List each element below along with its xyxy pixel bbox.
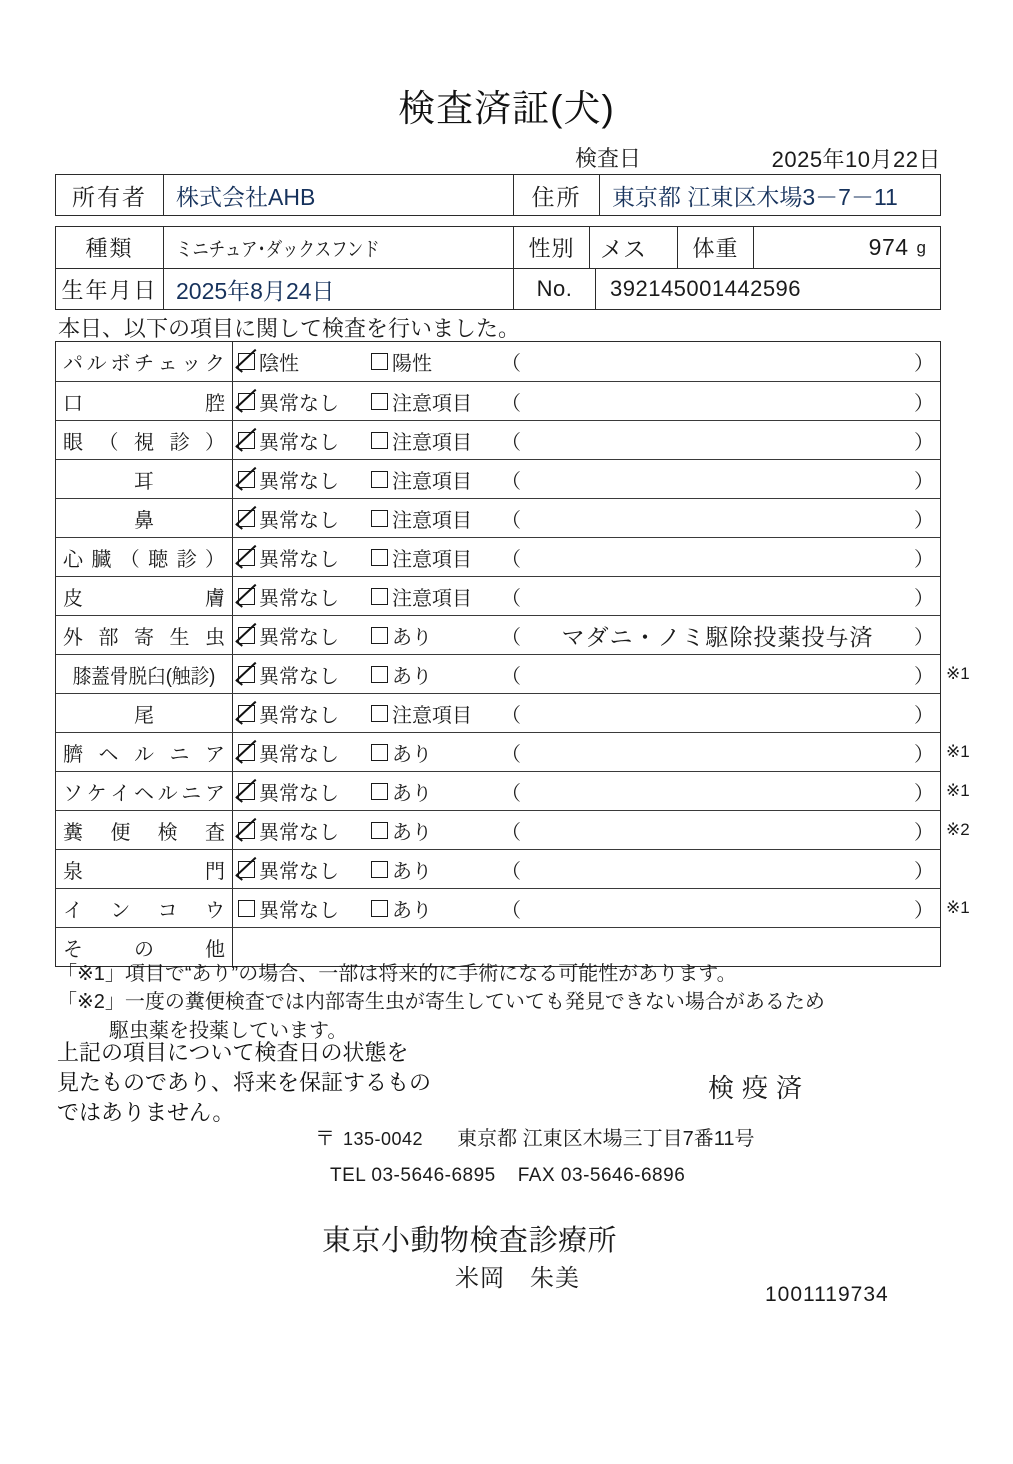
footnote-marker: ※2 xyxy=(946,820,970,839)
disclaimer-line-2: 見たものであり、将来を保証するもの xyxy=(57,1069,432,1095)
disclaimer-statement xyxy=(57,1038,517,1128)
checklist-row xyxy=(56,381,940,420)
checklist-option-normal[interactable] xyxy=(238,894,339,923)
checklist-row xyxy=(56,693,940,732)
paren-open: （ xyxy=(501,431,521,454)
paren-close: ） xyxy=(914,470,934,493)
inspection-checklist-table xyxy=(55,341,970,967)
checklist-option-normal-label: 異常なし xyxy=(259,626,339,649)
owner-table xyxy=(55,174,941,216)
checklist-remark-zone xyxy=(501,811,934,849)
animal-info-row-breed xyxy=(56,227,940,268)
owner-label-cell xyxy=(56,175,164,215)
checklist-row-label-cell xyxy=(56,889,233,927)
checklist-option-normal-label: 異常なし xyxy=(259,548,339,571)
unchecked-checkbox-icon[interactable] xyxy=(371,666,388,683)
checklist-row xyxy=(56,732,970,771)
checklist-row xyxy=(56,459,940,498)
checklist-row-label: 眼 （ 視 診 ） xyxy=(63,431,225,454)
checklist-option-abnormal-label: 注意項目 xyxy=(392,548,472,571)
weight-label: 体重 xyxy=(692,236,739,261)
disclaimer-line-1: 上記の項目について検査日の状態を xyxy=(57,1040,409,1065)
paren-open: （ xyxy=(501,392,521,415)
checklist-option-abnormal[interactable] xyxy=(371,738,432,767)
checked-checkbox-icon[interactable] xyxy=(238,744,255,761)
checklist-option-normal-label: 異常なし xyxy=(259,665,339,688)
checklist-row xyxy=(56,654,970,693)
exam-date-value: 2025年10月22日 xyxy=(771,147,941,172)
checklist-option-normal[interactable] xyxy=(238,855,339,884)
paren-open: （ xyxy=(501,353,521,375)
no-label-cell xyxy=(514,269,596,309)
paren-close: ） xyxy=(914,626,934,649)
checklist-remark-zone xyxy=(501,538,934,576)
checklist-remark-zone xyxy=(501,850,934,888)
footnote-marker: ※1 xyxy=(946,742,970,761)
checklist-option-normal-label: 異常なし xyxy=(259,743,339,766)
postal-mark-icon: 〒 xyxy=(315,1128,335,1150)
unchecked-checkbox-icon[interactable] xyxy=(371,627,388,644)
no-value: 392145001442596 xyxy=(610,276,802,301)
paren-close: ） xyxy=(914,899,934,922)
checklist-option-abnormal[interactable] xyxy=(371,660,432,689)
paren-open: （ xyxy=(501,743,521,766)
checklist-option-abnormal[interactable] xyxy=(371,543,472,572)
checklist-row xyxy=(56,849,940,888)
checklist-option-abnormal[interactable] xyxy=(371,621,432,650)
checklist-row-label: ソ ケ イ ヘ ル ニ ア xyxy=(63,782,225,805)
checklist-row-label: イ ン コ ウ xyxy=(63,899,225,922)
paren-close: ） xyxy=(914,431,934,454)
checklist-row-label-cell xyxy=(56,772,233,810)
checklist-option-normal-label: 異常なし xyxy=(259,860,339,883)
checklist-option-abnormal[interactable] xyxy=(371,699,472,728)
checklist-row xyxy=(56,498,940,537)
checklist-row-body xyxy=(233,850,940,888)
checklist-option-normal[interactable] xyxy=(238,504,339,533)
page-title: 検査済証(犬) xyxy=(398,88,615,129)
unchecked-checkbox-icon[interactable] xyxy=(371,588,388,605)
unchecked-checkbox-icon[interactable] xyxy=(371,471,388,488)
checklist-option-normal-label: 異常なし xyxy=(259,470,339,493)
weight-value: 974 xyxy=(868,234,909,260)
checklist-option-normal[interactable] xyxy=(238,465,339,494)
owner-value-cell xyxy=(164,175,514,215)
footnote-2: 「※2」一度の糞便検査では内部寄生虫が寄生していても発見できない場合があるため xyxy=(57,991,825,1014)
checked-checkbox-icon[interactable] xyxy=(238,510,255,527)
checklist-row-label-cell xyxy=(56,577,233,615)
checklist-option-normal[interactable] xyxy=(238,426,339,455)
checked-checkbox-icon[interactable] xyxy=(238,822,255,839)
unchecked-checkbox-icon[interactable] xyxy=(371,900,388,917)
checklist-option-abnormal-label: あり xyxy=(392,899,432,922)
checklist-option-abnormal-label: あり xyxy=(392,860,432,883)
checklist-option-abnormal-label: 陽性 xyxy=(392,353,432,375)
checklist-option-normal-label: 異常なし xyxy=(259,821,339,844)
checklist-option-abnormal[interactable] xyxy=(371,816,432,845)
checked-checkbox-icon[interactable] xyxy=(238,549,255,566)
paren-close: ） xyxy=(914,860,934,883)
paren-open: （ xyxy=(501,899,521,922)
checklist-row-body xyxy=(233,382,940,420)
disclaimer-line-3: ではありません。 xyxy=(57,1099,235,1125)
checklist-option-abnormal[interactable] xyxy=(371,777,432,806)
birthdate-value-cell xyxy=(164,269,514,309)
checked-checkbox-icon[interactable] xyxy=(238,432,255,449)
paren-open: （ xyxy=(501,509,521,532)
checklist-remark-zone xyxy=(501,694,934,732)
checklist-row-body xyxy=(233,889,940,927)
checklist-remark-zone xyxy=(501,616,934,654)
checklist-option-abnormal-label: あり xyxy=(392,665,432,688)
checklist-row-body xyxy=(233,421,940,459)
unchecked-checkbox-icon[interactable] xyxy=(238,900,255,917)
clinic-contact-line xyxy=(330,1165,685,1187)
no-label: No. xyxy=(536,276,573,301)
checklist-row-label: 糞 便 検 査 xyxy=(63,821,225,844)
checklist-remark-zone xyxy=(501,421,934,459)
checklist-row-label: 外 部 寄 生 虫 xyxy=(63,626,225,649)
sex-label: 性別 xyxy=(528,236,575,261)
checklist-option-abnormal-label: 注意項目 xyxy=(392,704,472,727)
checklist-option-normal[interactable] xyxy=(238,582,339,611)
checklist-option-normal[interactable] xyxy=(238,387,339,416)
unchecked-checkbox-icon[interactable] xyxy=(371,705,388,722)
checklist-row-label: 泉 門 xyxy=(63,860,225,883)
checklist-row xyxy=(56,537,940,576)
intro-sentence: 本日、以下の項目に関して検査を行いました。 xyxy=(58,316,521,341)
checklist-option-normal[interactable] xyxy=(238,699,339,728)
checklist-option-normal-label: 異常なし xyxy=(259,704,339,727)
checklist-remark-zone xyxy=(501,889,934,927)
checklist-row-body xyxy=(233,577,940,615)
clinic-name: 東京小動物検査診療所 xyxy=(322,1225,618,1257)
paren-close: ） xyxy=(914,509,934,532)
checklist-option-abnormal[interactable] xyxy=(371,855,432,884)
address-value: 東京都 江東区木場3－7－11 xyxy=(612,183,898,210)
checklist-option-normal[interactable] xyxy=(238,543,339,572)
checklist-row-label-cell xyxy=(56,499,233,537)
exam-date-row xyxy=(55,142,941,170)
checklist-row-body xyxy=(233,460,940,498)
paren-close: ） xyxy=(914,821,934,844)
paren-open: （ xyxy=(501,665,521,688)
checklist-option-abnormal[interactable] xyxy=(371,426,472,455)
checklist-option-normal[interactable] xyxy=(238,621,339,650)
checked-checkbox-icon[interactable] xyxy=(238,666,255,683)
unchecked-checkbox-icon[interactable] xyxy=(371,432,388,449)
checklist-row-label: 臍 ヘ ル ニ ア xyxy=(63,743,225,766)
checked-checkbox-icon[interactable] xyxy=(238,627,255,644)
footnote-marker: ※1 xyxy=(946,664,970,683)
checklist-row-label-cell xyxy=(56,616,233,654)
checklist-option-normal[interactable] xyxy=(238,660,339,689)
checklist-row-body xyxy=(233,342,940,381)
checklist-row-label: そ の 他 xyxy=(63,938,225,961)
checklist-row-label-cell xyxy=(56,538,233,576)
checklist-remark-zone xyxy=(501,655,934,693)
checklist-row-label-cell xyxy=(56,421,233,459)
checklist-remark-zone xyxy=(501,382,934,420)
checklist-option-abnormal[interactable] xyxy=(371,347,432,376)
unchecked-checkbox-icon[interactable] xyxy=(371,353,388,370)
checked-checkbox-icon[interactable] xyxy=(238,393,255,410)
checklist-row-body xyxy=(233,499,940,537)
footnote-marker: ※1 xyxy=(946,781,970,800)
footnote-2-cont: 駆虫薬を投薬しています。 xyxy=(109,1019,348,1042)
checklist-option-normal-label: 異常なし xyxy=(259,587,339,610)
checklist-row xyxy=(56,420,940,459)
checklist-option-abnormal-label: 注意項目 xyxy=(392,431,472,454)
checklist-row-body xyxy=(233,538,940,576)
checklist-row-body xyxy=(233,616,940,654)
checklist-row-label: 膝蓋骨脱臼(触診) xyxy=(72,665,216,688)
paren-close: ） xyxy=(914,665,934,688)
checklist-option-normal-label: 陰性 xyxy=(259,353,299,375)
checklist-option-abnormal-label: あり xyxy=(392,743,432,766)
animal-info-row-birth xyxy=(56,268,940,309)
checklist-option-normal-label: 異常なし xyxy=(259,392,339,415)
breed-value: ミニチュア･ダックスフンド xyxy=(176,239,380,261)
checklist-option-normal-label: 異常なし xyxy=(259,509,339,532)
checked-checkbox-icon[interactable] xyxy=(238,861,255,878)
checklist-remark-zone xyxy=(501,499,934,537)
checklist-option-abnormal[interactable] xyxy=(371,582,472,611)
sex-value: メス xyxy=(600,236,646,262)
birthdate-value: 2025年8月24日 xyxy=(176,277,335,304)
paren-open: （ xyxy=(501,782,521,805)
clinic-zip: 135-0042 xyxy=(343,1129,424,1149)
checklist-row-body xyxy=(233,694,940,732)
clinic-address-line xyxy=(315,1122,755,1151)
checklist-remark-text: マダニ・ノミ駆除投薬投与済 xyxy=(561,623,874,650)
checklist-option-abnormal-label: 注意項目 xyxy=(392,509,472,532)
checklist-row-label-cell xyxy=(56,811,233,849)
checked-checkbox-icon[interactable] xyxy=(238,783,255,800)
checked-checkbox-icon[interactable] xyxy=(238,353,255,370)
paren-open: （ xyxy=(501,860,521,883)
checklist-option-normal[interactable] xyxy=(238,347,299,376)
checklist-remark-zone xyxy=(501,733,934,771)
checklist-row xyxy=(56,771,970,810)
checklist-remark-zone xyxy=(501,460,934,498)
clinic-person-name: 米岡 朱美 xyxy=(455,1265,580,1292)
weight-value-cell xyxy=(754,227,940,268)
checklist-option-normal-label: 異常なし xyxy=(259,782,339,805)
address-label: 住所 xyxy=(531,183,582,210)
checklist-option-abnormal-label: 注意項目 xyxy=(392,392,472,415)
clinic-address: 東京都 江東区木場三丁目7番11号 xyxy=(457,1128,755,1150)
checklist-remark-zone xyxy=(501,772,934,810)
checklist-option-abnormal[interactable] xyxy=(371,894,432,923)
paren-open: （ xyxy=(501,548,521,571)
checklist-option-abnormal-label: あり xyxy=(392,626,432,649)
quarantine-stamp: 検疫済 xyxy=(708,1073,811,1103)
checklist-row-label-cell xyxy=(56,694,233,732)
checklist-option-normal-label: 異常なし xyxy=(259,899,339,922)
paren-close: ） xyxy=(914,704,934,727)
owner-label: 所有者 xyxy=(72,183,147,210)
unchecked-checkbox-icon[interactable] xyxy=(371,861,388,878)
exam-date-label: 検査日 xyxy=(575,146,642,171)
footnotes xyxy=(57,960,947,1045)
checked-checkbox-icon[interactable] xyxy=(238,705,255,722)
unchecked-checkbox-icon[interactable] xyxy=(371,510,388,527)
checklist-row xyxy=(56,576,940,615)
checked-checkbox-icon[interactable] xyxy=(238,588,255,605)
paren-open: （ xyxy=(501,704,521,727)
paren-close: ） xyxy=(914,392,934,415)
checklist-option-abnormal-label: 注意項目 xyxy=(392,587,472,610)
paren-open: （ xyxy=(501,626,521,649)
checklist-row-label: パ ル ボ チ ェ ッ ク xyxy=(63,353,225,375)
checklist-row-label-cell xyxy=(56,850,233,888)
checklist-row-label: 口 腔 xyxy=(63,392,225,415)
checklist-row-label: 鼻 xyxy=(134,509,154,532)
checklist-option-abnormal-label: あり xyxy=(392,782,432,805)
checklist-row-label-cell xyxy=(56,460,233,498)
clinic-tel: TEL 03-5646-6895 xyxy=(330,1165,496,1186)
paren-open: （ xyxy=(501,821,521,844)
unchecked-checkbox-icon[interactable] xyxy=(371,822,388,839)
checklist-option-abnormal[interactable] xyxy=(371,387,472,416)
animal-info-table xyxy=(55,226,941,310)
checklist-option-abnormal-label: あり xyxy=(392,821,432,844)
checklist-row-label-cell xyxy=(56,733,233,771)
breed-value-cell xyxy=(164,227,514,268)
checklist-row xyxy=(56,888,970,927)
unchecked-checkbox-icon[interactable] xyxy=(371,549,388,566)
checklist-remark-zone xyxy=(501,577,934,615)
no-value-cell xyxy=(596,269,940,309)
owner-value: 株式会社AHB xyxy=(176,183,316,210)
birthdate-label: 生年月日 xyxy=(61,277,158,303)
weight-unit: g xyxy=(916,237,926,257)
checklist-row-body xyxy=(233,655,940,693)
checklist-option-normal[interactable] xyxy=(238,738,339,767)
weight-label-cell xyxy=(678,227,754,268)
footnote-1: 「※1」項目で“あり”の場合、一部は将来的に手術になる可能性があります。 xyxy=(57,963,737,985)
unchecked-checkbox-icon[interactable] xyxy=(371,783,388,800)
checklist-row-body xyxy=(233,733,940,771)
paren-close: ） xyxy=(914,353,934,375)
checklist-row-label: 耳 xyxy=(134,470,154,493)
checklist-remark-zone xyxy=(501,342,934,381)
paren-close: ） xyxy=(914,548,934,571)
address-label-cell xyxy=(514,175,600,215)
breed-label: 種類 xyxy=(85,236,134,261)
document-number: 1001119734 xyxy=(765,1283,889,1306)
sex-value-cell xyxy=(590,227,678,268)
paren-open: （ xyxy=(501,587,521,610)
checklist-row-body xyxy=(233,772,940,810)
checklist-row xyxy=(56,615,940,654)
checklist-row-label-cell xyxy=(56,342,233,381)
address-value-cell xyxy=(600,175,940,215)
sex-label-cell xyxy=(514,227,590,268)
paren-close: ） xyxy=(914,587,934,610)
checklist-row-label-cell xyxy=(56,655,233,693)
checklist-row-label: 心 臓 （ 聴 診 ） xyxy=(63,548,225,571)
paren-close: ） xyxy=(914,782,934,805)
checklist-option-normal[interactable] xyxy=(238,777,339,806)
checklist-row-label: 皮 膚 xyxy=(63,587,225,610)
checklist-option-abnormal[interactable] xyxy=(371,504,472,533)
unchecked-checkbox-icon[interactable] xyxy=(371,744,388,761)
checklist-row-body xyxy=(233,811,940,849)
checklist-row-label: 尾 xyxy=(134,704,154,727)
checklist-option-abnormal-label: 注意項目 xyxy=(392,470,472,493)
paren-open: （ xyxy=(501,470,521,493)
footnote-marker: ※1 xyxy=(946,898,970,917)
checklist-option-normal[interactable] xyxy=(238,816,339,845)
checklist-option-abnormal[interactable] xyxy=(371,465,472,494)
birthdate-label-cell xyxy=(56,269,164,309)
unchecked-checkbox-icon[interactable] xyxy=(371,393,388,410)
checklist-row xyxy=(56,342,940,381)
checklist-row xyxy=(56,810,970,849)
checked-checkbox-icon[interactable] xyxy=(238,471,255,488)
paren-close: ） xyxy=(914,743,934,766)
checklist-row-label-cell xyxy=(56,382,233,420)
breed-label-cell xyxy=(56,227,164,268)
clinic-fax: FAX 03-5646-6896 xyxy=(517,1165,686,1186)
checklist-option-normal-label: 異常なし xyxy=(259,431,339,454)
